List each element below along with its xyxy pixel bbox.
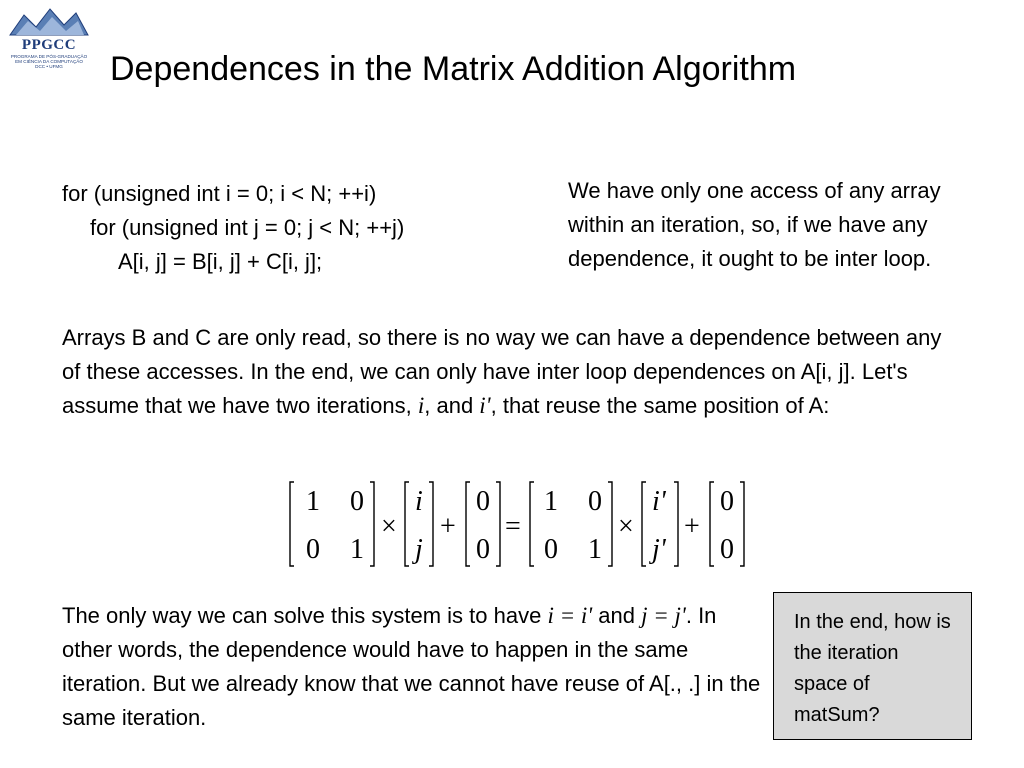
equation-j-equals-j-prime: j = j'	[641, 603, 686, 628]
logo-subtitle-2: EM CIÊNCIA DA COMPUTAÇÃO	[15, 59, 83, 64]
v2-j-prime: j'	[652, 534, 666, 565]
vector1-right-bracket	[429, 482, 433, 566]
code-line-inner-loop: for (unsigned int j = 0; j < N; ++j)	[90, 215, 405, 240]
vector2-right-bracket	[674, 482, 678, 566]
paragraph1-mid: , and	[424, 393, 480, 418]
m1-a21: 0	[306, 534, 320, 565]
iteration-var-i: i	[417, 393, 425, 418]
m2-a11: 1	[544, 486, 558, 517]
c1-bottom: 0	[476, 534, 490, 565]
const1-left-bracket	[466, 482, 470, 566]
times-sign-2: ×	[618, 511, 634, 542]
v1-j: j	[415, 534, 423, 565]
v1-i: i	[415, 486, 423, 517]
paragraph1-text: Arrays B and C are only read, so there is no way we can have a dependence between any of these accesses. In the end, we can only have inter loop dependences on A[i, j]. Let's assume that we have two iterations,	[62, 325, 942, 418]
const2-right-bracket	[740, 482, 744, 566]
side-note: We have only one access of any array within an iteration, so, if we have any dependence, it ought to be inter loop.	[568, 178, 941, 271]
vector1-left-bracket	[405, 482, 409, 566]
matrix1-left-bracket	[290, 482, 294, 566]
plus-sign-1: +	[440, 511, 456, 542]
logo-roof-graphic	[6, 5, 92, 39]
paragraph-solution	[62, 599, 762, 735]
equation-i-equals-i-prime: i = i'	[547, 603, 593, 628]
m2-a21: 0	[544, 534, 558, 565]
times-sign-1: ×	[381, 511, 397, 542]
const1-right-bracket	[496, 482, 500, 566]
m1-a22: 1	[350, 534, 364, 565]
equals-sign: =	[505, 511, 521, 542]
m1-a11: 1	[306, 486, 320, 517]
iteration-var-i-prime: i'	[479, 393, 491, 418]
code-line-assignment: A[i, j] = B[i, j] + C[i, j];	[118, 249, 323, 274]
matrix1-right-bracket	[370, 482, 374, 566]
code-block	[62, 177, 404, 279]
m2-a12: 0	[588, 486, 602, 517]
logo-subtitle-1: PROGRAMA DE PÓS-GRADUAÇÃO	[10, 54, 88, 59]
question-callout: In the end, how is the iteration space of matSum?	[773, 592, 972, 740]
const2-left-bracket	[710, 482, 714, 566]
paragraph2-text3: . In other words, the dependence would have to happen in the same iteration. But we already know that we cannot have reuse of A[., .] in the same iteration.	[62, 603, 761, 730]
code-line-outer-loop: for (unsigned int i = 0; i < N; ++i)	[62, 181, 377, 206]
c2-top: 0	[720, 486, 734, 517]
logo-subtitle-3: DCC • UFMG	[35, 64, 63, 69]
paragraph2-text1: The only way we can solve this system is to have	[62, 603, 548, 628]
paragraph1-end: , that reuse the same position of A:	[490, 393, 830, 418]
vector2-left-bracket	[642, 482, 646, 566]
matrix-equation	[288, 478, 758, 570]
matrix2-left-bracket	[530, 482, 534, 566]
v2-i-prime: i'	[652, 486, 666, 517]
plus-sign-2: +	[684, 511, 700, 542]
m1-a12: 0	[350, 486, 364, 517]
c1-top: 0	[476, 486, 490, 517]
logo-name: PPGCC	[21, 37, 77, 53]
m2-a22: 1	[588, 534, 602, 565]
slide-title: Dependences in the Matrix Addition Algorithm	[110, 50, 797, 88]
ppgcc-logo	[6, 5, 92, 67]
matrix2-right-bracket	[608, 482, 612, 566]
paragraph-arrays-read-only	[62, 321, 962, 423]
c2-bottom: 0	[720, 534, 734, 565]
paragraph2-text2: and	[592, 603, 642, 628]
